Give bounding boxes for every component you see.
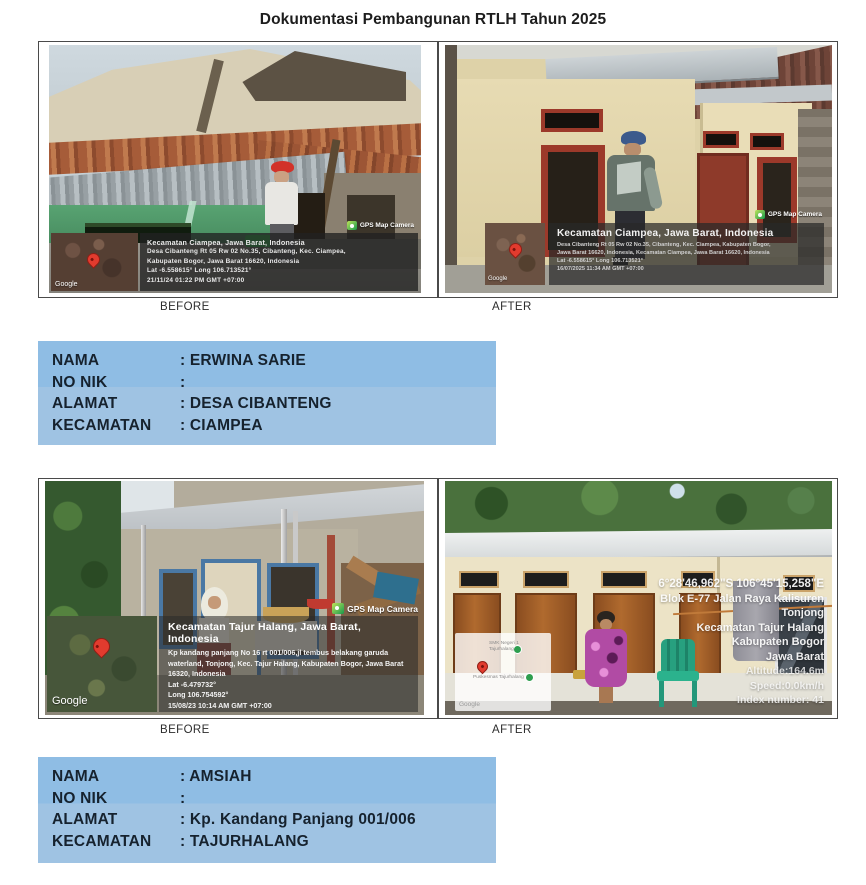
- gps-badge: [347, 221, 414, 230]
- caption-line: Desa Cibanteng Rt 05 Rw 02 No.35, Cibanteng, Kec. Ciampea, Kabupaten Bogor,: [557, 242, 771, 248]
- gps-badge: [755, 210, 822, 219]
- map-poi-icon: [525, 673, 534, 682]
- photo-caption: [140, 233, 418, 291]
- map-label: Puskesmas Tajurhalang: [473, 675, 524, 680]
- photo-frame-after-2: [438, 478, 838, 719]
- vest-panel: [617, 161, 641, 194]
- caption-line: waterland, Tonjong, Kec. Tajur Halang, Kabupaten Bogor, Jawa Barat: [168, 658, 404, 668]
- google-watermark: Google: [488, 276, 508, 282]
- caption-line: 21/11/24 01:22 PM GMT +07:00: [147, 276, 245, 284]
- info-label: ALAMAT: [52, 395, 118, 412]
- info-label: NAMA: [52, 352, 100, 369]
- transom-window: [601, 571, 647, 588]
- caption-line: 16/07/2025 11:34 AM GMT +07:00: [557, 266, 644, 272]
- map-label: SMK Negeri 1 Tajurhalang: [489, 641, 519, 652]
- geo-line: Tonjong: [781, 607, 824, 619]
- caption-title: Kecamatan Ciampea, Jawa Barat, Indonesia: [557, 228, 774, 239]
- caption-line: Kecamatan Ciampea, Jawa Barat, Indonesia: [147, 238, 305, 247]
- before-label: BEFORE: [160, 724, 210, 736]
- info-value: : AMSIAH: [180, 768, 252, 785]
- gps-camera-icon: [755, 210, 765, 219]
- caption-line: Lat -6.479732°: [168, 679, 217, 689]
- google-watermark: Google: [55, 281, 78, 288]
- info-value: : CIAMPEA: [180, 416, 263, 434]
- caption-title: Kecamatan Tajur Halang, Jawa Barat, Indonesia: [168, 621, 361, 645]
- caption-line: 15/08/23 10:14 AM GMT +07:00: [168, 700, 272, 710]
- info-row: [52, 831, 490, 853]
- geo-line: Kabupaten Bogor: [731, 636, 824, 648]
- gps-camera-icon: [347, 221, 357, 230]
- info-label: ALAMAT: [52, 811, 118, 828]
- left-shadow-edge: [445, 45, 457, 293]
- gps-badge: [332, 603, 418, 614]
- info-label: KECAMATAN: [52, 416, 152, 434]
- transom-window: [523, 571, 569, 588]
- map-thumbnail: [47, 616, 157, 712]
- info-value: : TAJURHALANG: [180, 832, 309, 850]
- face: [208, 596, 221, 609]
- transom-window: [459, 571, 499, 588]
- photo-frame-after-1: [438, 41, 838, 298]
- photo-pair-1: [38, 41, 838, 298]
- after-photo-house-2: [445, 481, 832, 715]
- woman-figure: [583, 611, 629, 705]
- gps-badge-label: GPS Map Camera: [347, 603, 418, 614]
- info-value: : Kp. Kandang Panjang 001/006: [180, 811, 416, 828]
- geo-line: Altitude:164.6m: [745, 665, 824, 677]
- map-overlay: [455, 633, 551, 711]
- photo-frame-before-1: [38, 41, 438, 298]
- after-photo-house-1: [445, 45, 832, 293]
- info-row: [52, 766, 490, 788]
- torso: [265, 182, 298, 225]
- caption-line: 16320, Indonesia: [168, 669, 226, 679]
- google-watermark: Google: [52, 695, 88, 707]
- photo-caption: [549, 223, 824, 285]
- purple-floral-dress: [585, 629, 627, 687]
- transom-window: [750, 133, 784, 150]
- map-thumbnail: [485, 223, 545, 285]
- info-row: [52, 393, 490, 415]
- info-label: NO NIK: [52, 789, 108, 807]
- legs: [599, 687, 613, 703]
- gps-badge-label: GPS Map Camera: [767, 211, 822, 218]
- beneficiary-info-box-1: [38, 341, 496, 445]
- info-row: [52, 788, 490, 810]
- caption-line: Kabupaten Bogor, Jawa Barat 16620, Indonesia: [147, 257, 300, 265]
- geo-line: Jawa Barat: [765, 650, 824, 663]
- photo-pair-2: [38, 478, 838, 719]
- geo-line: Speed:0.0km/h: [749, 679, 824, 692]
- after-label: AFTER: [492, 724, 532, 736]
- info-value: : DESA CIBANTENG: [180, 395, 332, 412]
- info-label: NAMA: [52, 768, 100, 785]
- after-label: AFTER: [492, 301, 532, 313]
- google-watermark: Google: [459, 701, 480, 708]
- info-row: [52, 415, 490, 437]
- photo-frame-before-2: [38, 478, 438, 719]
- before-photo-house-1: [49, 45, 421, 293]
- caption-line: Long 106.754592°: [168, 690, 229, 700]
- map-pin-icon: [475, 659, 491, 675]
- before-photo-house-2: [45, 481, 424, 715]
- info-row: [52, 372, 490, 394]
- map-pin-icon: [89, 634, 113, 658]
- transom-window: [703, 131, 739, 148]
- info-label: KECAMATAN: [52, 832, 152, 850]
- geo-line: Kecamatan Tajur Halang: [696, 621, 824, 634]
- geo-text-overlay: [658, 577, 824, 708]
- red-bowl: [307, 599, 333, 609]
- caption-line: Desa Cibanteng Rt 05 Rw 02 No.35, Cibanteng, Kec. Ciampea,: [147, 248, 346, 256]
- before-label: BEFORE: [160, 301, 210, 313]
- geo-line: Blok E-77 Jalan Raya Kalisuren: [660, 592, 824, 605]
- map-pin-icon: [84, 250, 102, 268]
- info-row: [52, 809, 490, 831]
- caption-line: Jawa Barat 16620, Indonesia, Kecamatan Ciampea, Jawa Barat 16620, Indonesia: [557, 250, 770, 256]
- beneficiary-info-box-2: [38, 757, 496, 863]
- map-pin-icon: [506, 240, 524, 258]
- info-value: : ERWINA SARIE: [180, 352, 306, 369]
- geo-coordinates: 6°28'46,962"S 106°45'15,258"E: [658, 578, 824, 590]
- photo-caption: [159, 616, 418, 712]
- gps-badge-label: GPS Map Camera: [359, 222, 414, 229]
- transom-window: [541, 109, 603, 132]
- geo-line: Index number: 41: [737, 694, 824, 706]
- info-value: :: [180, 373, 186, 391]
- caption-line: Lat -6.558615° Long 106.713521°: [147, 267, 252, 275]
- caption-line: Kp kandang panjang No 16 rt 001/006,jl tembus belakang garuda: [168, 648, 389, 657]
- gps-camera-icon: [332, 603, 344, 614]
- map-thumbnail: [51, 233, 138, 291]
- info-label: NO NIK: [52, 373, 108, 391]
- page-title: Dokumentasi Pembangunan RTLH Tahun 2025: [259, 11, 607, 28]
- info-row: [52, 350, 490, 372]
- info-value: :: [180, 789, 186, 807]
- caption-line: Lat -6.558615° Long 106.713521°: [557, 258, 643, 264]
